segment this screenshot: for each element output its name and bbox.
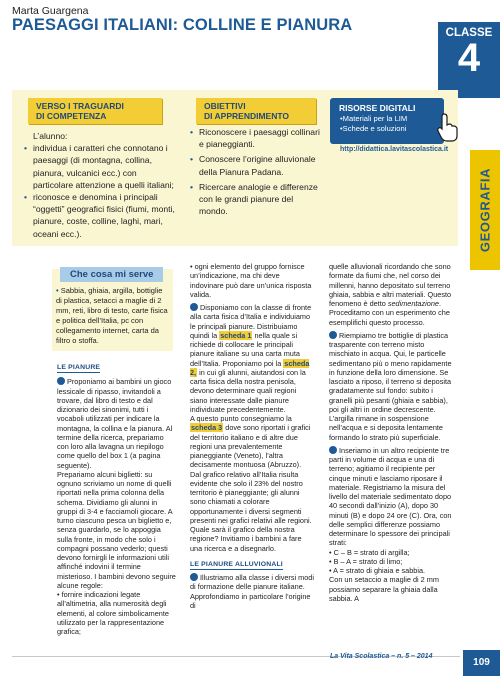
col1-paragraph: Prepariamo alcuni biglietti: su ognuno scriviamo un nome di quelli riportati nella prima colonna della schema. Dividiamo gli alunni in gruppi di 3-4 e facciamoli giocare. A turno ciascuno pesca un biglietto e, senza guardarlo, se lo appoggia sulla fronte, in modo che solo i compagni possano vederlo; questi devono fornirgli le informazioni utili affinché indovini il termine misterioso. I bambini devono seguire alcune regole: bbox=[57, 469, 176, 590]
column-3 bbox=[329, 262, 457, 603]
section-heading-alluvionali: LE PIANURE ALLUVIONALI bbox=[190, 560, 283, 570]
obiettivi-item: • Ricercare analogie e differenze con le grandi pianure del mondo. bbox=[190, 181, 322, 218]
col3-paragraph bbox=[329, 331, 457, 442]
traguardi-heading-line2: DI COMPETENZA bbox=[36, 111, 107, 121]
col3-text: quelle alluvionali ricordando che sono formate da fiumi che, nel corso dei millenni, hanno depositato sul terreno ghiaia, sabbia e altri materiali. Questo fenomeno è detto bbox=[329, 262, 452, 308]
subject-tab bbox=[470, 150, 500, 270]
col2-text: A questo punto consegniamo la bbox=[190, 414, 292, 423]
col2-paragraph bbox=[190, 414, 314, 553]
traguardi-list bbox=[24, 142, 179, 240]
col2-text: in cui gli alunni, aiutandosi con la carta fisica della nostra penisola, devono determinare quali regioni siano interessate dalle pianure individuate precedentemente. bbox=[190, 367, 306, 414]
col3-paragraph bbox=[329, 446, 457, 548]
col3-paragraph bbox=[329, 262, 457, 327]
col2-text: dove sono riportati i grafici del territorio italiano e di altre due regioni una prevalentemente pianeggiante (Veneto), l’altra decisamente montuosa (Abruzzo). Dal grafico relativo all’Italia risulta evidente che solo il 23% del nostro territorio è pianeggiante; gli alunni sono chiamati a colorare opportunamente i diversi segmenti presenti nei grafici relativi alle regioni. Quale sarà il grafico della nostra regione? Invitiamo i bambini a fare una ricerca e a disegnarlo. bbox=[190, 423, 312, 553]
classe-number: 4 bbox=[457, 36, 481, 80]
col1-paragraph bbox=[57, 377, 177, 470]
risorse-item: • Materiali per la LIM bbox=[340, 114, 444, 124]
step-bullet-icon bbox=[329, 331, 337, 339]
col3-paragraph: Con un setaccio a maglie di 2 mm possiamo separare la ghiaia dalla sabbia. A bbox=[329, 575, 439, 603]
classe-label: CLASSE bbox=[445, 27, 493, 39]
traguardi-heading bbox=[28, 98, 162, 124]
obiettivi-heading-line1: OBIETTIVI bbox=[204, 101, 246, 111]
col2-text: Disponiamo con la classe di fronte alla carta fisica d’Italia e individuiamo le principali pianure. Distribuiamo quindi la bbox=[190, 303, 312, 340]
materials-box bbox=[52, 269, 173, 351]
col2-paragraph bbox=[190, 573, 314, 610]
obiettivi-heading-line2: DI APPRENDIMENTO bbox=[204, 111, 290, 121]
step-bullet-icon bbox=[329, 446, 337, 454]
col3-text: Riempiamo tre bottiglie di plastica trasparente con terreno misto mischiato in acqua. Qui, le particelle sedimentano più o meno rapidamente in funzione della loro dimensione. Se lasciato a riposo, il terreno si deposita gradatamente sul fondo: subito i granelli più pesanti (ghiaia e sabbia), poi gli altri in ordine decrescente. L’argilla rimane in sospensione nell’acqua e si deposita lentamente formando lo strato più superficiale. bbox=[329, 330, 452, 442]
obiettivi-item: • Riconoscere i paesaggi collinari e pianeggianti. bbox=[190, 126, 322, 150]
col2-paragraph bbox=[190, 303, 314, 414]
materials-list: Sabbia, ghiaia, argilla, bottiglie di plastica, setacci a maglie di 2 mm, reti, libro di testo, carte fisica e politica dell’Italia, pc con collegamento internet, carta da filtro o stoffa. bbox=[56, 286, 168, 345]
scheda-2-label: scheda 2, bbox=[190, 358, 310, 377]
risorse-item: • Schede e soluzioni bbox=[340, 124, 444, 134]
column-1 bbox=[57, 362, 177, 636]
obiettivi-list bbox=[190, 126, 322, 217]
traguardi-intro: L’alunno: bbox=[33, 131, 68, 141]
obiettivi-item: • Conoscere l’origine alluvionale della Pianura Padana. bbox=[190, 153, 322, 177]
scheda-1-label: scheda 1 bbox=[220, 330, 252, 340]
section-heading-pianure: LE PIANURE bbox=[57, 363, 100, 373]
col3-list-item: • A = strato di ghiaia e sabbia. bbox=[329, 566, 426, 575]
col1-paragraph: • fornire indicazioni legate all’altimetria, alla numerosità degli elementi, al colore simbolicamente utilizzato per la rappresentazione grafica; bbox=[57, 590, 169, 636]
traguardi-item: • riconosce e denomina i principali “oggetti” geografici fisici (fiumi, monti, pianure, coste, colline, laghi, mari, oceani ecc.). bbox=[24, 191, 179, 240]
step-bullet-icon bbox=[190, 573, 198, 581]
traguardi-body bbox=[24, 130, 179, 240]
risorse-title: RISORSE DIGITALI bbox=[339, 103, 416, 113]
col2-paragraph: • ogni elemento del gruppo fornisce un’indicazione, ma chi deve indovinare può dare un’unica risposta valida. bbox=[190, 262, 312, 299]
classe-badge bbox=[438, 22, 500, 98]
obiettivi-heading bbox=[196, 98, 316, 124]
page-number: 109 bbox=[463, 650, 500, 676]
materials-heading: Che cosa mi serve bbox=[60, 267, 163, 282]
col3-text: . Proceditamo con un esperimento che esemplifichi questo processo. bbox=[329, 299, 450, 327]
risorse-list bbox=[340, 114, 444, 134]
col1-paragraph-text: Proponiamo ai bambini un gioco lessicale di ripasso, invitandoli a trovare, dal libro di testo e dal dizionario dei sinonimi, tutti i vocaboli utilizzati per indicare la montagna, la collina e la pianura. Al termine della ricerca, prepariamo con loro alla lavagna un riepilogo come quello del box 1 (a pagina seguente). bbox=[57, 377, 173, 470]
risorse-digitali-box bbox=[330, 98, 444, 144]
col3-text: Inseriamo in un altro recipiente tre parti in volume di acqua e una di terreno; agitiamo il recipiente per cinque minuti e lasciamo riposare il materiale. Registriamo la misura del livello del materiale sedimentato dopo 40 secondi dall’inizio (A), dopo 30 minuti (B) e dopo 24 ore (C). Ora, con delle semplici differenze possiamo determinare lo spessore dei principali strati: bbox=[329, 445, 452, 548]
col2-text: nella quale si richiede di collocare le principali pianure italiane su una carta muta dell’Italia. Proponiamo poi la bbox=[190, 330, 300, 368]
traguardi-item: • individua i caratteri che connotano i paesaggi (di montagna, collina, pianura, vulcanici ecc.) con particolare attenzione a quelli italiani; bbox=[24, 142, 179, 191]
step-bullet-icon bbox=[190, 303, 198, 311]
subject-tab-label: GEOGRAFIA bbox=[477, 167, 493, 253]
obiettivi-body bbox=[190, 126, 322, 217]
col3-list-item: • B – A = strato di limo; bbox=[329, 556, 403, 566]
author-name: Marta Guargena bbox=[12, 5, 89, 17]
col2-text: Illustriamo alla classe i diversi modi di formazione delle pianure italiane. Approfondiamo in particolare l’origine di bbox=[190, 573, 314, 610]
scheda-3-label: scheda 3 bbox=[191, 423, 223, 433]
materials-text: • Sabbia, ghiaia, argilla, bottiglie di plastica, setacci a maglie di 2 mm, reti, libro di testo, carte fisica e politica dell’Italia, pc con collegamento internet, carta da filtro o stoffa. bbox=[56, 286, 168, 345]
page-title: PAESAGGI ITALIANI: COLLINE E PIANURA bbox=[12, 16, 353, 34]
footer-publication: La Vita Scolastica – n. 5 – 2014 bbox=[330, 653, 433, 660]
hand-pointer-icon bbox=[437, 112, 459, 142]
col3-list-item: • C – B = strato di argilla; bbox=[329, 547, 410, 557]
traguardi-heading-line1: VERSO I TRAGUARDI bbox=[36, 101, 124, 111]
column-2 bbox=[190, 262, 314, 610]
step-bullet-icon bbox=[57, 377, 65, 385]
col3-emphasis: sedimentazione bbox=[387, 299, 439, 308]
risorse-link[interactable]: http://didattica.lavitascolastica.it bbox=[340, 146, 449, 153]
